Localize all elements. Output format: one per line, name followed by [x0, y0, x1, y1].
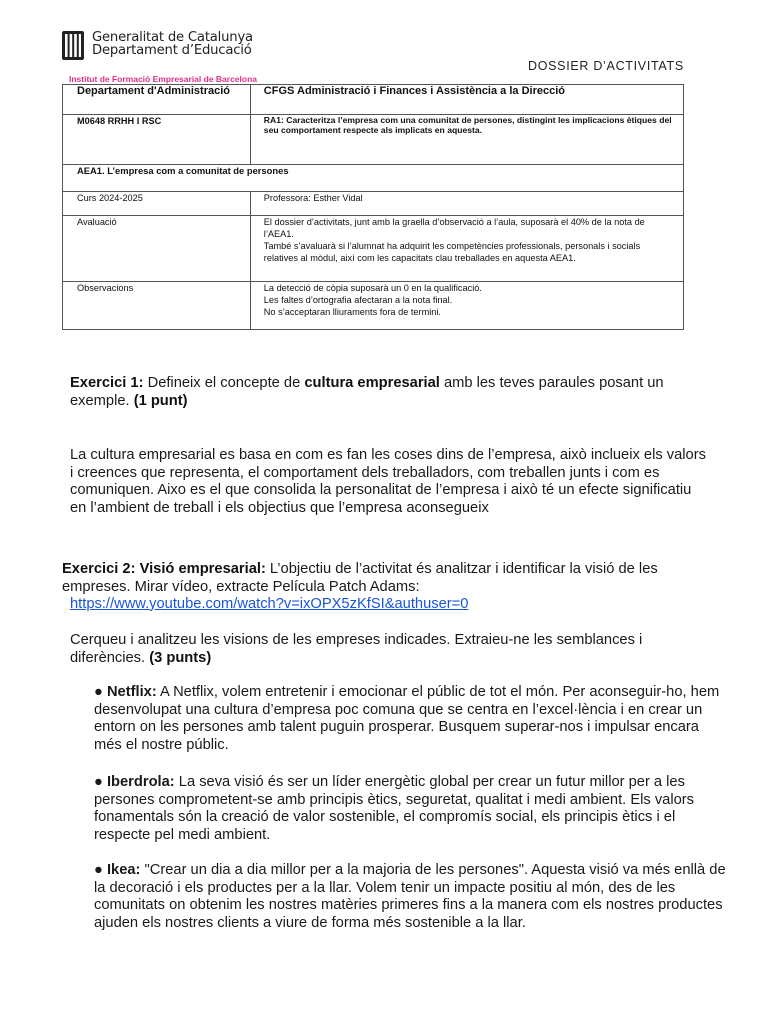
exercise2-task — [70, 632, 700, 667]
generalitat-logo — [62, 31, 253, 60]
evaluation-label: Avaluació — [63, 216, 251, 282]
dossier-title: DOSSIER D’ACTIVITATS — [528, 59, 684, 73]
exercise1-label: Exercici 1: — [70, 375, 144, 391]
observation-line: No s’acceptaran lliuraments fora de termini. — [263, 307, 441, 317]
exercise2-intro-text: L’objectiu de l’activitat és analitzar i identificar la visió de les empreses. Mirar vídeo, extracte Película Patch Adams: — [62, 561, 658, 595]
teacher-cell: Professora: Esther Vidal — [250, 192, 683, 216]
course-cell: Curs 2024-2025 — [63, 192, 251, 216]
exercise1-keyword: cultura empresarial — [304, 375, 440, 391]
ra-label: RA1: — [263, 115, 284, 125]
company-ikea: ● Ikea: "Crear un dia a dia millor per a la majoria de les persones". Aquesta visió va més enllà de la decoració i els productes per a la llar. Volem tenir un impacte positiu al món, des de les comunitats on obtenim les nostres matèries primeres fins a la manera com els nostres productes ajuden els nostres clients a viure de forma més sostenible a la llar. — [94, 862, 726, 931]
evaluation-text — [250, 216, 683, 282]
ra-cell — [250, 115, 683, 165]
aea-cell: AEA1. L’empresa com a comunitat de persones — [63, 165, 684, 192]
company-vision: "Crear un dia a dia millor per a la majoria de les persones". Aquesta visió va més enllà de la decoració i els productes per a la llar. Volem tenir un impacte positiu al món, des de les comunitats on obtenim les nostres matèries primeres fins a la manera com els nostres productes ajuden els nostres clients a viure de forma més sostenible a la llar. — [94, 862, 726, 931]
cycle-cell: CFGS Administració i Finances i Assistència a la Direcció — [250, 85, 683, 115]
exercise2-label: Exercici 2: Visió empresarial: — [62, 561, 266, 577]
ra-text: Caracteritza l’empresa com una comunitat de persones, distingint les implicacions ètiques del seu comportament respecte als implicats en aquesta. — [263, 115, 672, 135]
exercise1-answer: La cultura empresarial es basa en com es fan les coses dins de l’empresa, això inclueix els valors i creences que representa, el comportament dels treballadors, com treballen junts i com es comuniquen. Aixo es el que consolida la personalitat de l’empresa i això té un efecte significatiu en l’ambient de treball i els objectius que l’empresa aconsegueix — [70, 447, 706, 516]
observations-label: Observacions — [63, 282, 251, 330]
company-vision: La seva visió és ser un líder energètic global per crear un futur millor per a les persones comprometent-se amb principis ètics, seguretat, qualitat i medi ambient. Els valors fonamentals són la creació de valor sostenible, el compromís social, els principis ètics i el respecte pel medi ambient. — [94, 774, 695, 843]
info-table — [62, 84, 684, 330]
company-iberdrola: ● Iberdrola: La seva visió és ser un líder energètic global per crear un futur millor per a les persones comprometent-se amb principis ètics, seguretat, qualitat i medi ambient. Els valors fonamentals són la creació de valor sostenible, el compromís social, els principis ètics i el respecte pel medi ambient. — [94, 774, 695, 843]
exercise2-intro — [62, 561, 682, 614]
evaluation-line: També s’avaluarà si l’alumnat ha adquirit les competències professionals, personals i socials relatives al mòdul, així com les capacitats clau treballades en aquesta AEA1. — [263, 241, 641, 263]
institute-name: Institut de Formació Empresarial de Barcelona — [69, 74, 258, 84]
exercise1-text-a: Defineix el concepte de — [143, 375, 305, 391]
company-vision: A Netflix, volem entretenir i emocionar el públic de tot el món. Per aconseguir-ho, hem desenvolupat una cultura d’empresa poc comuna que se centra en l’excel·lència i en crear un entorn on les persones amb talent puguin prosperar. Busquem superar-nos i impulsar encara més el nostre públic. — [94, 684, 720, 753]
logo-line-1: Generalitat de Catalunya — [92, 30, 253, 45]
company-name: Ikea: — [106, 862, 141, 878]
observation-line: Les faltes d’ortografia afectaran a la nota final. — [263, 295, 453, 305]
exercise1-question — [70, 375, 710, 410]
module-cell: M0648 RRHH I RSC — [63, 115, 251, 165]
exercise1-text-b: amb les teves paraules posant un exemple. — [70, 375, 664, 409]
company-name: Netflix: — [106, 684, 157, 700]
logo-line-2: Departament d’Educació — [92, 43, 252, 58]
observation-line: La detecció de còpia suposarà un 0 en la qualificació. — [263, 283, 482, 293]
exercise1-points: (1 punt) — [133, 392, 188, 409]
exercise2-points: (3 punts) — [149, 649, 212, 666]
generalitat-emblem-icon — [62, 31, 84, 60]
patch-adams-video-link[interactable]: https://www.youtube.com/watch?v=ixOPX5zKfSI&authuser=0 — [70, 596, 469, 612]
exercise2-task-text: Cerqueu i analitzeu les visions de les empreses indicades. Extraieu-ne les semblances i diferències. — [70, 632, 643, 666]
company-name: Iberdrola: — [106, 774, 175, 790]
evaluation-line: El dossier d’activitats, junt amb la graella d’observació a l’aula, suposarà el 40% de la nota de l’AEA1. — [263, 217, 645, 239]
department-cell: Departament d'Administració — [63, 85, 251, 115]
observations-text — [250, 282, 683, 330]
company-netflix: ● Netflix: A Netflix, volem entretenir i emocionar el públic de tot el món. Per aconseguir-ho, hem desenvolupat una cultura d’empresa poc comuna que se centra en l’excel·lència i en crear un entorn on les persones amb talent puguin prosperar. Busquem superar-nos i impulsar encara més el nostre públic. — [94, 684, 720, 753]
